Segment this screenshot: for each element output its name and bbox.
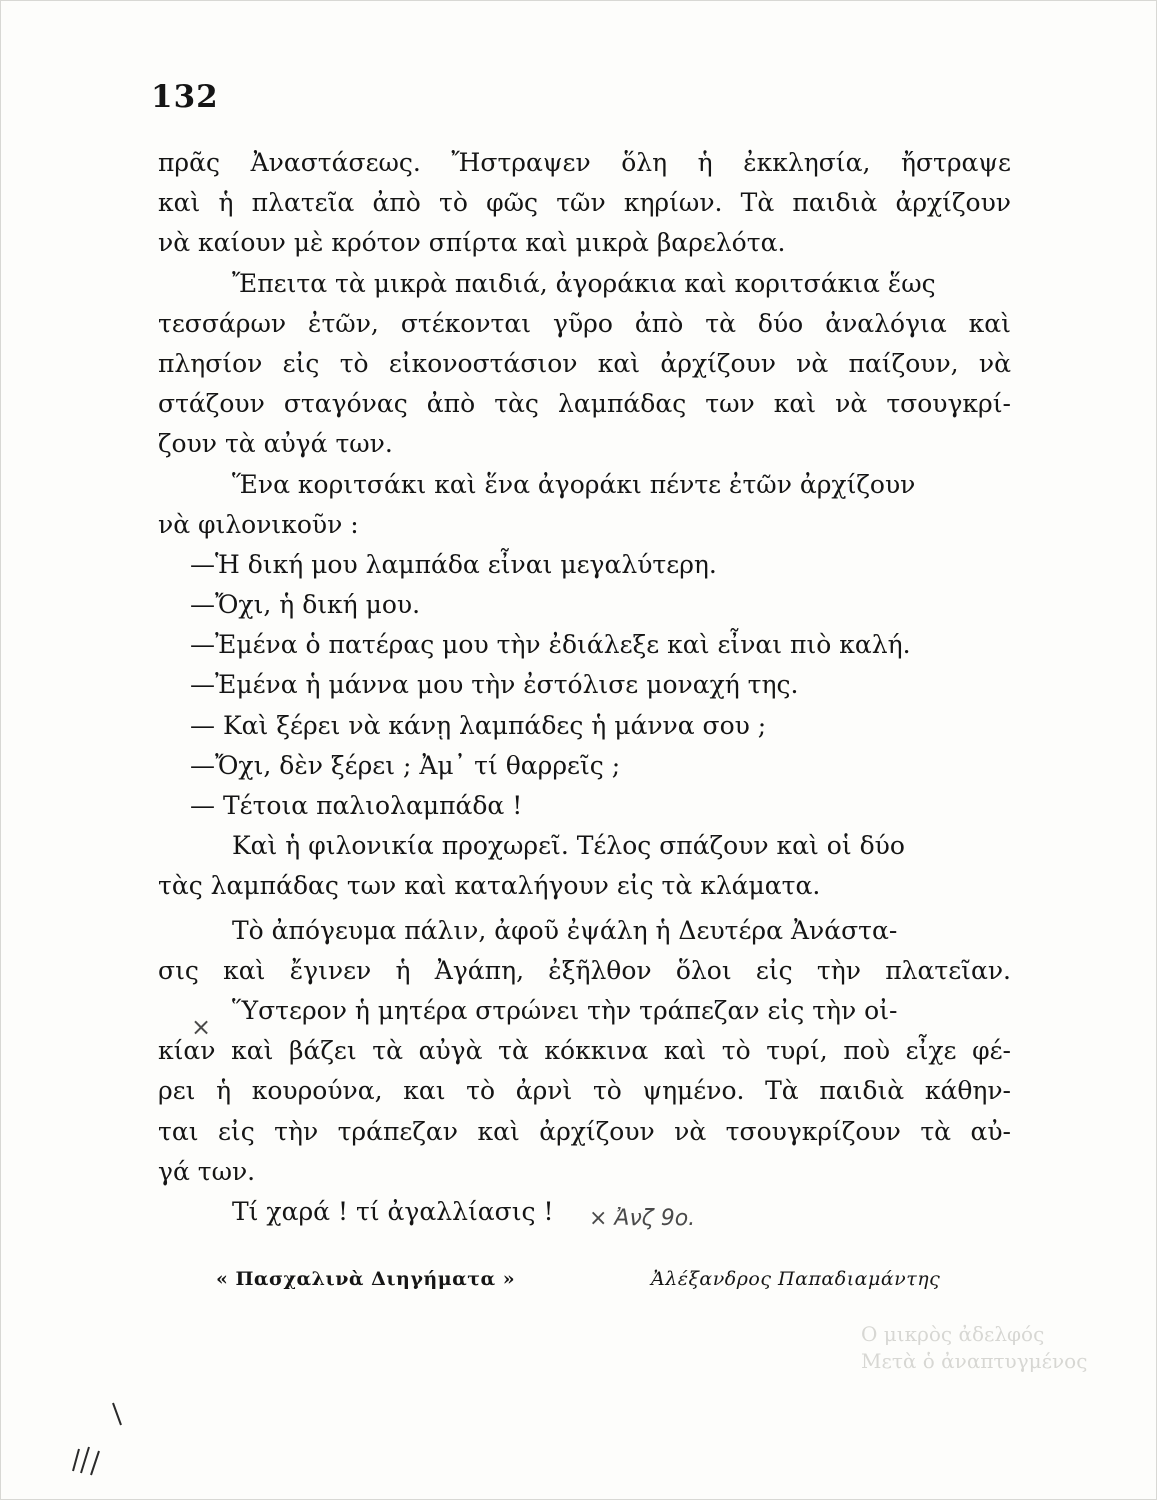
paragraph-first-line: Ἔπειτα τὰ μικρὰ παιδιά, ἀγοράκια καὶ κοριτσάκια ἕως (232, 268, 936, 298)
text-line: τεσσάρων ἐτῶν, στέκονται γῦρο ἀπὸ τὰ δύο ἀναλόγια καὶ (158, 308, 1011, 338)
dialogue-line: —Ὄχι, ἡ δική μου. (190, 590, 421, 620)
show-through-line: Ο μικρὸς ἀδελφός (861, 1322, 1045, 1346)
body-text (158, 143, 1011, 1232)
show-through-line: Μετὰ ὁ ἀναπτυγμένος (861, 1349, 1088, 1373)
text-line: νὰ καίουν μὲ κρότον σπίρτα καὶ μικρὰ βαρελότα. (158, 228, 786, 258)
show-through-text (861, 1321, 1157, 1375)
handwritten-note: × Ἀνζ 9ο. (589, 1206, 696, 1231)
text-line: κίαν καὶ βάζει τὰ αὐγὰ τὰ κόκκινα καὶ τὸ τυρί, ποὺ εἶχε φέ- (158, 1036, 1011, 1066)
dialogue-line: — Καὶ ξέρει νὰ κάνῃ λαμπάδες ἡ μάννα σου ; (190, 710, 767, 740)
text-line: νὰ φιλονικοῦν : (158, 509, 359, 539)
dialogue-line: —Ἐμένα ὁ πατέρας μου τὴν ἐδιάλεξε καὶ εἶναι πιὸ καλή. (190, 630, 911, 660)
text-line: γά των. (158, 1156, 256, 1186)
dialogue-line: —Ὄχι, δὲν ξέρει ; Ἀμ᾽ τί θαρρεῖς ; (190, 750, 621, 780)
text-line: τὰς λαμπάδας των καὶ καταλήγουν εἰς τὰ κλάματα. (158, 871, 821, 901)
paragraph-first-line: Ὕστερον ἡ μητέρα στρώνει τὴν τράπεζαν εἰς τὴν οἰ- (232, 995, 898, 1025)
text-line: πρᾶς Ἀναστάσεως. Ἤστραψεν ὅλη ἡ ἐκκλησία, ἤστραψε (158, 148, 1011, 177)
paragraph-first-line: Τὸ ἀπόγευμα πάλιν, ἀφοῦ ἐψάλη ἡ Δευτέρα Ἀνάστα- (232, 915, 898, 945)
paragraph-first-line: Ἕνα κοριτσάκι καὶ ἕνα ἀγοράκι πέντε ἐτῶν ἀρχίζουν (232, 469, 916, 499)
dialogue-line: —Ἐμένα ἡ μάννα μου τὴν ἐστόλισε μοναχή της. (190, 670, 799, 700)
margin-mark: × (191, 1013, 212, 1041)
dialogue-line: —Ἡ δική μου λαμπάδα εἶναι μεγαλύτερη. (190, 549, 717, 579)
page-number: 132 (151, 79, 219, 115)
pencil-scratch-marks (63, 1401, 143, 1481)
footer-author: Ἀλέξανδρος Παπαδιαμάντης (651, 1268, 941, 1290)
text-line: ται εἰς τὴν τράπεζαν καὶ ἀρχίζουν νὰ τσουγκρίζουν τὰ αὐ- (158, 1116, 1011, 1146)
text-line: στάζουν σταγόνας ἀπὸ τὰς λαμπάδας των καὶ νὰ τσουγκρί- (158, 389, 1011, 419)
dialogue-line: — Τέτοια παλιολαμπάδα ! (190, 791, 523, 820)
text-line: ζουν τὰ αὐγά των. (158, 429, 393, 459)
text-line: πλησίον εἰς τὸ εἰκονοστάσιον καὶ ἀρχίζουν νὰ παίζουν, νὰ (158, 348, 1011, 378)
closing-line: Τί χαρά ! τί ἀγαλλίασις ! (232, 1196, 554, 1226)
text-line: καὶ ἡ πλατεῖα ἀπὸ τὸ φῶς τῶν κηρίων. Τὰ παιδιὰ ἀρχίζουν (158, 188, 1011, 218)
footer-source-title: « Πασχαλινὰ Διηγήματα » (216, 1268, 516, 1290)
text-line: σις καὶ ἔγινεν ἡ Ἀγάπη, ἐξῆλθον ὅλοι εἰς τὴν πλατεῖαν. (158, 955, 1011, 985)
text-line: ρει ἡ κουρούνα, και τὸ ἀρνὶ τὸ ψημένο. Τὰ παιδιὰ κάθην- (158, 1076, 1011, 1106)
paragraph-first-line: Καὶ ἡ φιλονικία προχωρεῖ. Τέλος σπάζουν καὶ οἱ δύο (232, 831, 905, 861)
